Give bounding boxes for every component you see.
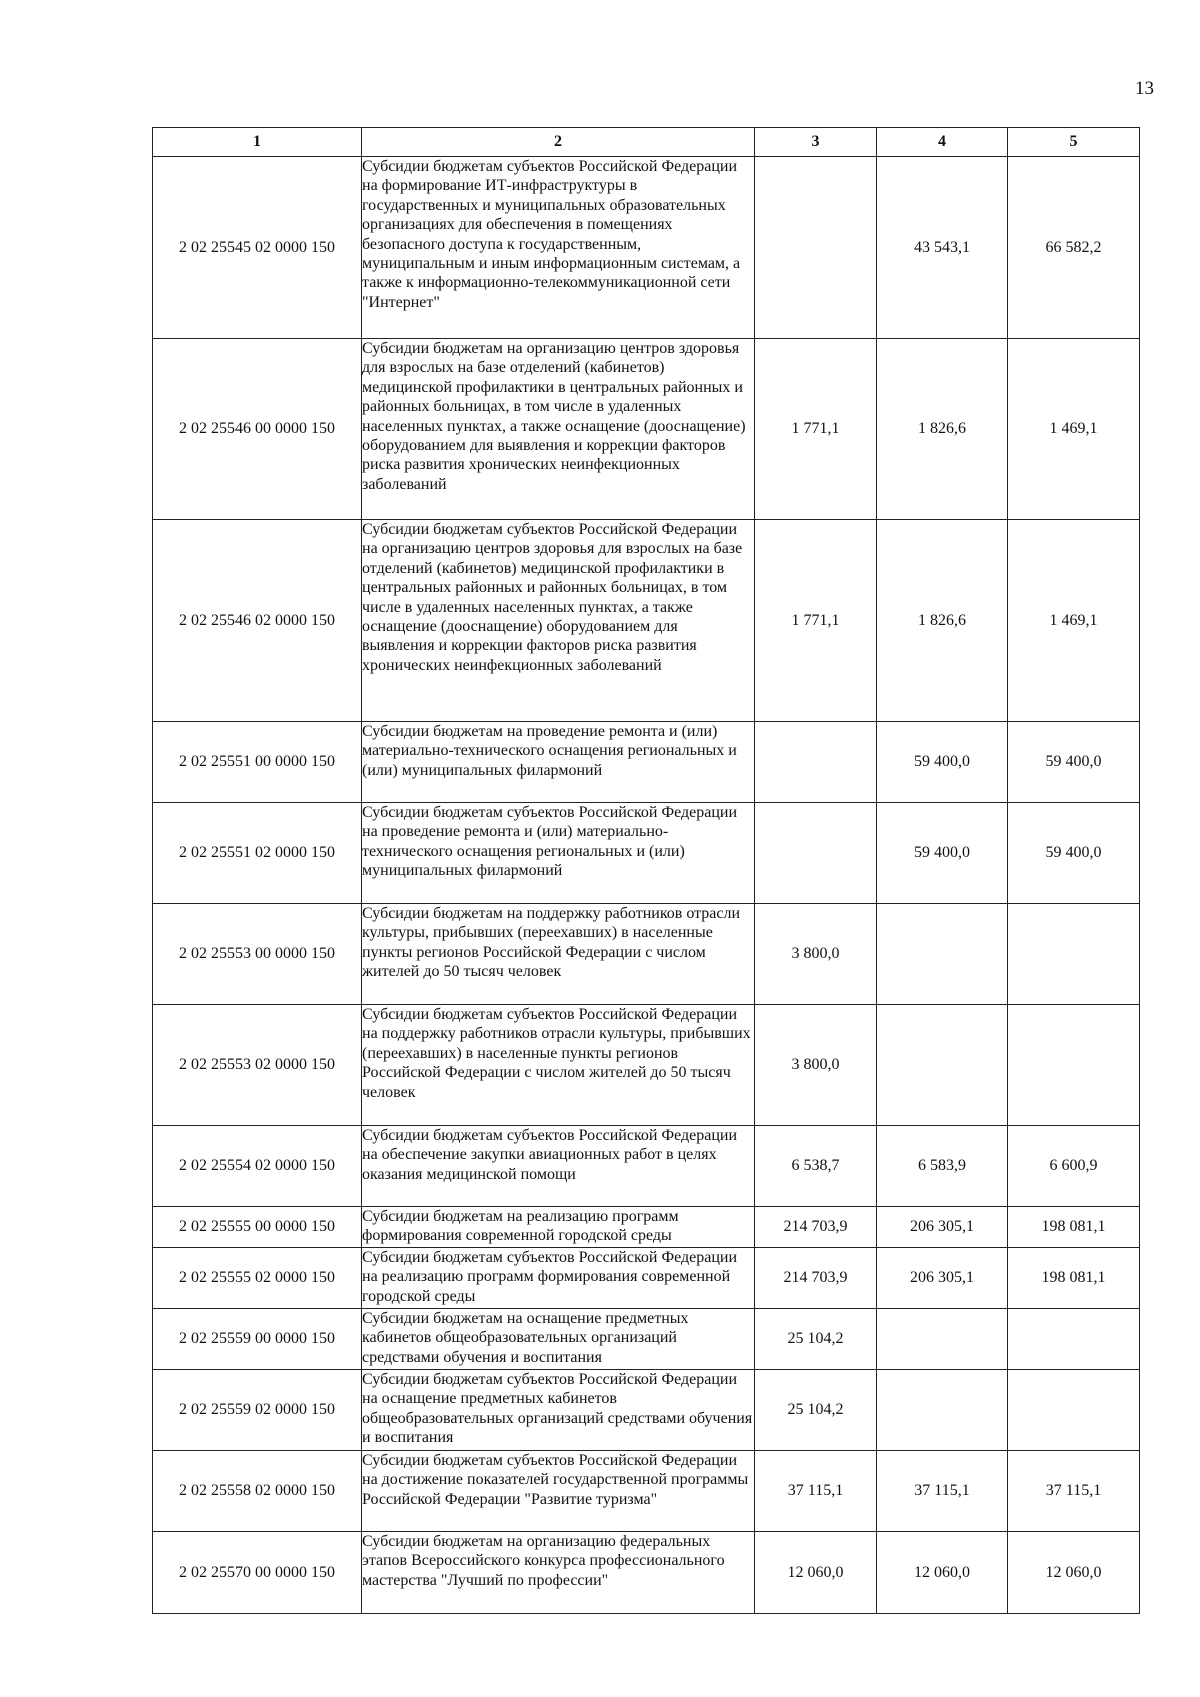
budget-code-cell: 2 02 25545 02 0000 150 xyxy=(153,157,362,339)
budget-code-cell: 2 02 25554 02 0000 150 xyxy=(153,1126,362,1207)
budget-code-cell: 2 02 25559 02 0000 150 xyxy=(153,1370,362,1451)
amount-col5-cell: 37 115,1 xyxy=(1008,1451,1140,1532)
description-cell: Субсидии бюджетам субъектов Российской Федерации на достижение показателей государственной программы Российской Федерации "Развитие туризма" xyxy=(362,1451,755,1532)
table-row xyxy=(153,904,1140,1005)
amount-col4-cell xyxy=(877,1309,1008,1370)
table-row xyxy=(153,1207,1140,1248)
amount-col3-cell: 25 104,2 xyxy=(755,1309,877,1370)
description-cell: Субсидии бюджетам на организацию центров здоровья для взрослых на базе отделений (кабинетов) медицинской профилактики в центральных районных и районных больницах, в том числе в удаленных населенных пунктах, а также оснащение (дооснащение) оборудованием для выявления и коррекции факторов риска развития хронических неинфекционных заболеваний xyxy=(362,339,755,520)
amount-col3-cell xyxy=(755,803,877,904)
description-cell: Субсидии бюджетам субъектов Российской Федерации на проведение ремонта и (или) материально-технического оснащения региональных и (или) муниципальных филармоний xyxy=(362,803,755,904)
description-cell: Субсидии бюджетам субъектов Российской Федерации на обеспечение закупки авиационных работ в целях оказания медицинской помощи xyxy=(362,1126,755,1207)
description-cell: Субсидии бюджетам субъектов Российской Федерации на организацию центров здоровья для взрослых на базе отделений (кабинетов) медицинской профилактики в центральных районных и районных больницах, в том числе в удаленных населенных пунктах, а также оснащение (дооснащение) оборудованием для выявления и коррекции факторов риска развития хронических неинфекционных заболеваний xyxy=(362,520,755,722)
amount-col4-cell: 1 826,6 xyxy=(877,520,1008,722)
amount-col4-cell: 59 400,0 xyxy=(877,722,1008,803)
column-header-2: 2 xyxy=(362,128,755,157)
budget-code-cell: 2 02 25546 02 0000 150 xyxy=(153,520,362,722)
amount-col3-cell: 25 104,2 xyxy=(755,1370,877,1451)
column-header-5: 5 xyxy=(1008,128,1140,157)
amount-col3-cell: 37 115,1 xyxy=(755,1451,877,1532)
amount-col3-cell xyxy=(755,722,877,803)
budget-code-cell: 2 02 25546 00 0000 150 xyxy=(153,339,362,520)
amount-col5-cell: 198 081,1 xyxy=(1008,1207,1140,1248)
amount-col3-cell: 1 771,1 xyxy=(755,520,877,722)
amount-col5-cell: 198 081,1 xyxy=(1008,1248,1140,1309)
description-cell: Субсидии бюджетам субъектов Российской Федерации на формирование ИТ-инфраструктуры в государственных и муниципальных образовательных организациях для обеспечения в помещениях безопасного доступа к государственным, муниципальным и иным информационным системам, а также к информационно-телекоммуникационной сети "Интернет" xyxy=(362,157,755,339)
amount-col4-cell: 206 305,1 xyxy=(877,1207,1008,1248)
amount-col3-cell xyxy=(755,157,877,339)
description-cell: Субсидии бюджетам на оснащение предметных кабинетов общеобразовательных организаций средствами обучения и воспитания xyxy=(362,1309,755,1370)
description-cell: Субсидии бюджетам субъектов Российской Федерации на оснащение предметных кабинетов общеобразовательных организаций средствами обучения и воспитания xyxy=(362,1370,755,1451)
amount-col5-cell xyxy=(1008,904,1140,1005)
amount-col4-cell: 6 583,9 xyxy=(877,1126,1008,1207)
amount-col4-cell xyxy=(877,1370,1008,1451)
table-row xyxy=(153,157,1140,339)
table-row xyxy=(153,520,1140,722)
amount-col5-cell xyxy=(1008,1370,1140,1451)
amount-col5-cell: 1 469,1 xyxy=(1008,339,1140,520)
amount-col5-cell: 12 060,0 xyxy=(1008,1532,1140,1614)
budget-code-cell: 2 02 25559 00 0000 150 xyxy=(153,1309,362,1370)
budget-code-cell: 2 02 25558 02 0000 150 xyxy=(153,1451,362,1532)
amount-col4-cell xyxy=(877,904,1008,1005)
amount-col5-cell: 1 469,1 xyxy=(1008,520,1140,722)
column-header-3: 3 xyxy=(755,128,877,157)
description-cell: Субсидии бюджетам на проведение ремонта и (или) материально-технического оснащения региональных и (или) муниципальных филармоний xyxy=(362,722,755,803)
table-row xyxy=(153,1005,1140,1126)
budget-code-cell: 2 02 25555 02 0000 150 xyxy=(153,1248,362,1309)
description-cell: Субсидии бюджетам на организацию федеральных этапов Всероссийского конкурса профессионального мастерства "Лучший по профессии" xyxy=(362,1532,755,1614)
budget-code-cell: 2 02 25553 00 0000 150 xyxy=(153,904,362,1005)
amount-col4-cell: 37 115,1 xyxy=(877,1451,1008,1532)
amount-col4-cell: 206 305,1 xyxy=(877,1248,1008,1309)
amount-col4-cell xyxy=(877,1005,1008,1126)
table-header-row xyxy=(153,128,1140,157)
budget-code-cell: 2 02 25555 00 0000 150 xyxy=(153,1207,362,1248)
amount-col3-cell: 214 703,9 xyxy=(755,1248,877,1309)
budget-code-cell: 2 02 25570 00 0000 150 xyxy=(153,1532,362,1614)
table-row xyxy=(153,1248,1140,1309)
amount-col3-cell: 3 800,0 xyxy=(755,1005,877,1126)
amount-col5-cell: 59 400,0 xyxy=(1008,722,1140,803)
table-row xyxy=(153,722,1140,803)
amount-col4-cell: 59 400,0 xyxy=(877,803,1008,904)
description-cell: Субсидии бюджетам субъектов Российской Федерации на поддержку работников отрасли культуры, прибывших (переехавших) в населенные пункты регионов Российской Федерации с числом жителей до 50 тысяч человек xyxy=(362,1005,755,1126)
amount-col5-cell xyxy=(1008,1309,1140,1370)
amount-col5-cell: 59 400,0 xyxy=(1008,803,1140,904)
amount-col3-cell: 1 771,1 xyxy=(755,339,877,520)
table-row xyxy=(153,1451,1140,1532)
description-cell: Субсидии бюджетам на поддержку работников отрасли культуры, прибывших (переехавших) в населенные пункты регионов Российской Федерации с числом жителей до 50 тысяч человек xyxy=(362,904,755,1005)
amount-col3-cell: 3 800,0 xyxy=(755,904,877,1005)
budget-code-cell: 2 02 25553 02 0000 150 xyxy=(153,1005,362,1126)
budget-code-cell: 2 02 25551 00 0000 150 xyxy=(153,722,362,803)
description-cell: Субсидии бюджетам субъектов Российской Федерации на реализацию программ формирования современной городской среды xyxy=(362,1248,755,1309)
column-header-1: 1 xyxy=(153,128,362,157)
amount-col5-cell: 6 600,9 xyxy=(1008,1126,1140,1207)
amount-col3-cell: 12 060,0 xyxy=(755,1532,877,1614)
amount-col4-cell: 1 826,6 xyxy=(877,339,1008,520)
budget-table xyxy=(152,127,1140,1614)
amount-col3-cell: 6 538,7 xyxy=(755,1126,877,1207)
table-row xyxy=(153,1126,1140,1207)
table-row xyxy=(153,1309,1140,1370)
amount-col4-cell: 43 543,1 xyxy=(877,157,1008,339)
amount-col4-cell: 12 060,0 xyxy=(877,1532,1008,1614)
amount-col5-cell xyxy=(1008,1005,1140,1126)
table-row xyxy=(153,1532,1140,1614)
column-header-4: 4 xyxy=(877,128,1008,157)
page-number: 13 xyxy=(1135,78,1154,99)
budget-code-cell: 2 02 25551 02 0000 150 xyxy=(153,803,362,904)
description-cell: Субсидии бюджетам на реализацию программ формирования современной городской среды xyxy=(362,1207,755,1248)
table-row xyxy=(153,339,1140,520)
amount-col5-cell: 66 582,2 xyxy=(1008,157,1140,339)
table-row xyxy=(153,803,1140,904)
amount-col3-cell: 214 703,9 xyxy=(755,1207,877,1248)
table-row xyxy=(153,1370,1140,1451)
